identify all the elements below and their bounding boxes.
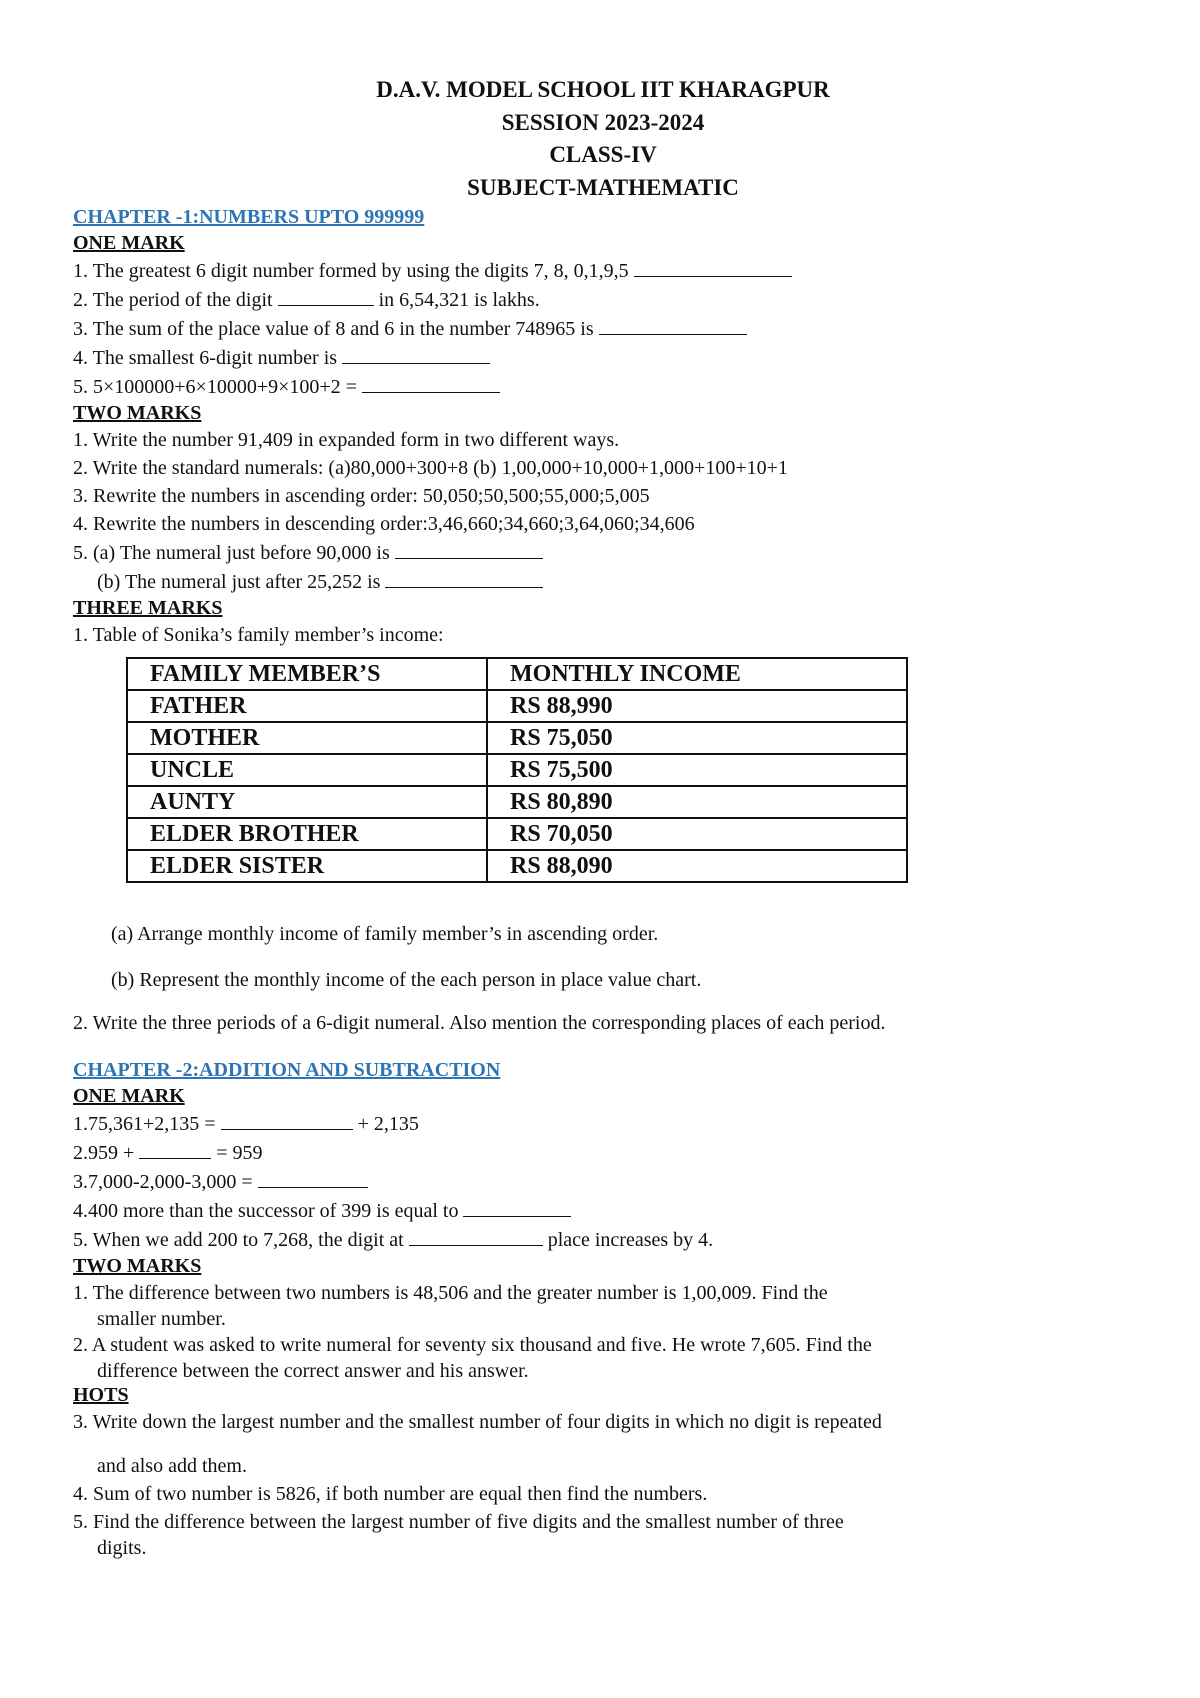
table-cell: FATHER xyxy=(127,690,487,722)
answer-blank[interactable] xyxy=(385,567,543,588)
ch1-one-mark-heading: ONE MARK xyxy=(73,232,185,254)
question-text: 3. The sum of the place value of 8 and 6 in the number 748965 is xyxy=(73,318,594,340)
table-row xyxy=(127,850,907,882)
question-text: 2. The period of the digit xyxy=(73,289,273,311)
ch1-two-marks-q5a xyxy=(73,538,1133,567)
ch1-two-marks-q2: 2. Write the standard numerals: (a)80,000+300+8 (b) 1,00,000+10,000+1,000+100+10+1 xyxy=(73,457,788,479)
session: SESSION 2023-2024 xyxy=(501,109,705,135)
answer-blank[interactable] xyxy=(395,538,543,559)
answer-blank[interactable] xyxy=(409,1225,543,1246)
table-cell: RS 75,500 xyxy=(487,754,907,786)
answer-blank[interactable] xyxy=(258,1167,368,1188)
question-text: 5. 5×100000+6×10000+9×100+2 = xyxy=(73,376,357,398)
question-text: in 6,54,321 is lakhs. xyxy=(378,289,540,311)
table-cell: UNCLE xyxy=(127,754,487,786)
question-text: + 2,135 xyxy=(357,1113,419,1135)
ch2-one-mark-q4 xyxy=(73,1196,1133,1225)
ch2-one-mark-q5 xyxy=(73,1225,1133,1254)
ch2-two-marks-q1-line2: smaller number. xyxy=(97,1308,226,1330)
table-header-cell: FAMILY MEMBER’S xyxy=(127,658,487,690)
question-text: place increases by 4. xyxy=(547,1229,714,1251)
ch1-two-marks-q4: 4. Rewrite the numbers in descending order:3,46,660;34,660;3,64,060;34,606 xyxy=(73,513,695,535)
hots-q5-line2: digits. xyxy=(97,1537,147,1559)
ch1-three-marks-q1a: (a) Arrange monthly income of family member’s in ascending order. xyxy=(111,923,659,945)
table-cell: ELDER SISTER xyxy=(127,850,487,882)
question-text: 4. The smallest 6-digit number is xyxy=(73,347,338,369)
table-cell: RS 88,090 xyxy=(487,850,907,882)
ch2-one-mark-q1 xyxy=(73,1109,1133,1138)
question-text: 1. The greatest 6 digit number formed by using the digits 7, 8, 0,1,9,5 xyxy=(73,260,629,282)
question-text: 2.959 + xyxy=(73,1142,135,1164)
chapter-1-title: CHAPTER -1:NUMBERS UPTO 999999 xyxy=(73,206,425,228)
ch1-three-marks-heading: THREE MARKS xyxy=(73,597,223,619)
table-cell: RS 70,050 xyxy=(487,818,907,850)
ch2-two-marks-heading: TWO MARKS xyxy=(73,1255,202,1277)
answer-blank[interactable] xyxy=(362,372,500,393)
ch1-two-marks-q5b xyxy=(73,567,1133,596)
ch1-one-mark-q2 xyxy=(73,285,1133,314)
answer-blank[interactable] xyxy=(278,285,374,306)
table-cell: RS 88,990 xyxy=(487,690,907,722)
class-label: CLASS-IV xyxy=(549,142,657,167)
table-row xyxy=(127,754,907,786)
ch1-three-marks-q1b: (b) Represent the monthly income of the each person in place value chart. xyxy=(111,969,702,991)
answer-blank[interactable] xyxy=(599,314,747,335)
ch2-two-marks-q1-line1: 1. The difference between two numbers is 48,506 and the greater number is 1,00,009. Find the xyxy=(73,1282,828,1304)
ch2-one-mark-heading: ONE MARK xyxy=(73,1085,185,1107)
ch2-two-marks-q2-line2: difference between the correct answer and his answer. xyxy=(97,1360,529,1382)
hots-heading: HOTS xyxy=(73,1384,129,1406)
ch1-one-mark-q4 xyxy=(73,343,1133,372)
table-row xyxy=(127,786,907,818)
ch2-one-mark-q3 xyxy=(73,1167,1133,1196)
answer-blank[interactable] xyxy=(463,1196,571,1217)
worksheet-page xyxy=(73,74,1133,1560)
table-cell: RS 75,050 xyxy=(487,722,907,754)
question-text: 3.7,000-2,000-3,000 = xyxy=(73,1171,253,1193)
table-row xyxy=(127,722,907,754)
hots-q3-line1: 3. Write down the largest number and the smallest number of four digits in which no digit is repeated xyxy=(73,1411,882,1433)
question-text: = 959 xyxy=(216,1142,263,1164)
chapter-2-title: CHAPTER -2:ADDITION AND SUBTRACTION xyxy=(73,1059,501,1081)
table-cell: ELDER BROTHER xyxy=(127,818,487,850)
hots-q4: 4. Sum of two number is 5826, if both number are equal then find the numbers. xyxy=(73,1483,708,1505)
answer-blank[interactable] xyxy=(221,1109,353,1130)
answer-blank[interactable] xyxy=(634,256,792,277)
school-name: D.A.V. MODEL SCHOOL IIT KHARAGPUR xyxy=(376,77,830,102)
ch1-one-mark-q3 xyxy=(73,314,1133,343)
table-cell: AUNTY xyxy=(127,786,487,818)
ch1-two-marks-heading: TWO MARKS xyxy=(73,402,202,424)
question-text: (b) The numeral just after 25,252 is xyxy=(97,571,381,593)
ch1-two-marks-q3: 3. Rewrite the numbers in ascending order: 50,050;50,500;55,000;5,005 xyxy=(73,485,650,507)
answer-blank[interactable] xyxy=(139,1138,211,1159)
subject-label: SUBJECT-MATHEMATIC xyxy=(467,174,739,200)
hots-q5-line1: 5. Find the difference between the largest number of five digits and the smallest number of three xyxy=(73,1511,844,1533)
table-header-row xyxy=(127,658,907,690)
question-text: 1.75,361+2,135 = xyxy=(73,1113,216,1135)
question-text: 5. When we add 200 to 7,268, the digit at xyxy=(73,1229,404,1251)
table-row xyxy=(127,690,907,722)
question-text: 4.400 more than the successor of 399 is equal to xyxy=(73,1200,459,1222)
table-cell: MOTHER xyxy=(127,722,487,754)
ch1-three-marks-q2: 2. Write the three periods of a 6-digit numeral. Also mention the corresponding places of each period. xyxy=(73,1012,886,1034)
ch1-three-marks-q1: 1. Table of Sonika’s family member’s income: xyxy=(73,624,444,646)
ch1-one-mark-q1 xyxy=(73,256,1133,285)
income-table xyxy=(126,657,908,883)
table-cell: RS 80,890 xyxy=(487,786,907,818)
ch2-two-marks-q2-line1: 2. A student was asked to write numeral for seventy six thousand and five. He wrote 7,605. Find the xyxy=(73,1334,872,1356)
ch1-two-marks-q1: 1. Write the number 91,409 in expanded form in two different ways. xyxy=(73,429,620,451)
answer-blank[interactable] xyxy=(342,343,490,364)
question-text: 5. (a) The numeral just before 90,000 is xyxy=(73,542,390,564)
table-header-cell: MONTHLY INCOME xyxy=(487,658,907,690)
table-row xyxy=(127,818,907,850)
hots-q3-line2: and also add them. xyxy=(97,1455,247,1477)
ch2-one-mark-q2 xyxy=(73,1138,1133,1167)
ch1-one-mark-q5 xyxy=(73,372,1133,401)
